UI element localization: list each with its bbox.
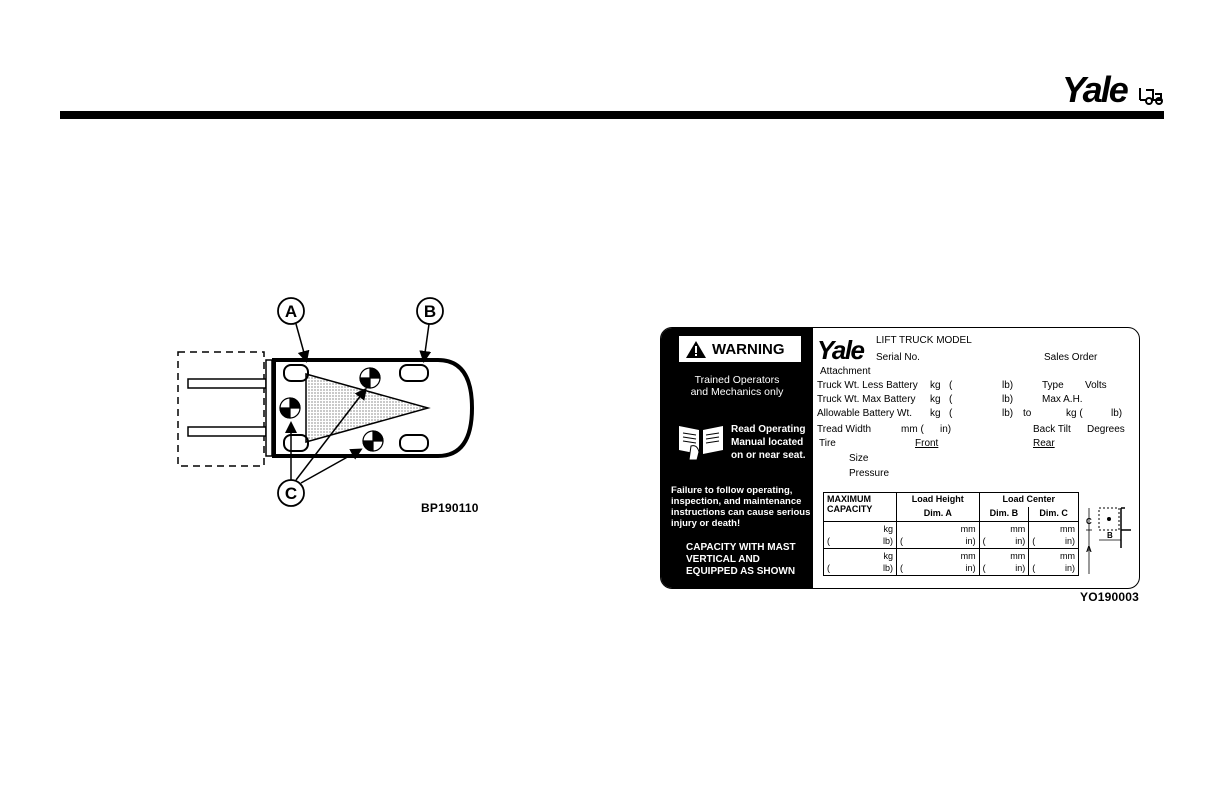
dim-c-header: Dim. C (1029, 507, 1079, 522)
capacity-note-text: CAPACITY WITH MAST VERTICAL AND EQUIPPED AS SHOWN (686, 542, 796, 577)
dim-b-label: B (1107, 531, 1113, 540)
kg-unit: kg (930, 408, 941, 419)
serial-label: Serial No. (876, 352, 920, 363)
kg-paren: kg ( (1066, 408, 1083, 419)
tire-label: Tire (819, 438, 836, 449)
allowable-label: Allowable Battery Wt. (817, 408, 913, 419)
load-center-header: Load Center (979, 493, 1078, 508)
callout-b: B (423, 302, 437, 321)
truck-less-label: Truck Wt. Less Battery (817, 380, 918, 391)
lb-unit: lb) (1002, 394, 1014, 405)
back-tilt-label: Back Tilt (1033, 424, 1071, 435)
manual-icon (675, 420, 727, 460)
warning-title: WARNING (712, 340, 785, 358)
paren: ( (949, 394, 953, 405)
model-label: LIFT TRUCK MODEL (876, 335, 972, 346)
front-label: Front (915, 438, 939, 449)
header-rule (60, 111, 1164, 119)
kg-unit: kg (930, 380, 941, 391)
warning-banner (679, 336, 801, 362)
paren: ( (949, 408, 953, 419)
capacity-table (823, 492, 1079, 576)
degrees-label: Degrees (1087, 424, 1125, 435)
table-row: kg ( lb) mm ( in) mm ( in) mm ( in) (824, 549, 1079, 576)
type-label: Type (1042, 380, 1064, 391)
callout-c: C (284, 484, 298, 503)
failure-warning-text: Failure to follow operating, inspection, and maintenance instructions can cause serious injury or death! (671, 485, 811, 529)
max-capacity-header: MAXIMUM CAPACITY (824, 493, 897, 522)
attachment-label: Attachment (820, 366, 871, 377)
mm-paren: mm ( (901, 424, 924, 435)
rear-label: Rear (1033, 438, 1055, 449)
read-manual-text: Read Operating Manual located on or near seat. (731, 424, 806, 461)
dim-a-label: A (1086, 545, 1092, 554)
lb-unit: lb) (1002, 408, 1014, 419)
dim-a-header: Dim. A (897, 507, 980, 522)
tread-label: Tread Width (817, 424, 872, 435)
forklift-logo-icon (1137, 84, 1165, 106)
sales-order-label: Sales Order (1044, 352, 1098, 363)
paren: ( (949, 380, 953, 391)
size-label: Size (849, 453, 869, 464)
to-label: to (1023, 408, 1032, 419)
lb-unit: lb) (1002, 380, 1014, 391)
forklift-top-view-diagram (170, 290, 500, 510)
load-height-header: Load Height (897, 493, 980, 508)
table-row: kg ( lb) mm ( in) mm ( in) mm ( in) (824, 522, 1079, 549)
callout-a: A (284, 302, 298, 321)
warning-panel (661, 328, 813, 588)
dim-c-label: C (1086, 517, 1092, 526)
trained-operators-text: Trained Operators and Mechanics only (690, 374, 784, 398)
brand-logo: Yale (1062, 69, 1127, 110)
warning-triangle-icon (685, 340, 707, 359)
in-unit: in) (940, 424, 952, 435)
decal-brand-logo: Yale (817, 335, 864, 365)
volts-label: Volts (1085, 380, 1107, 391)
pressure-label: Pressure (849, 468, 890, 479)
lb-unit: lb) (1111, 408, 1123, 419)
kg-unit: kg (930, 394, 941, 405)
max-ah-label: Max A.H. (1042, 394, 1083, 405)
data-panel (813, 328, 1139, 588)
figure-caption-left: BP190110 (421, 501, 479, 515)
capacity-plate-decal (660, 327, 1140, 589)
figure-caption-right: YO190003 (1080, 590, 1139, 604)
load-dimension-diagram (1083, 504, 1137, 582)
truck-max-label: Truck Wt. Max Battery (817, 394, 916, 405)
dim-b-header: Dim. B (979, 507, 1029, 522)
